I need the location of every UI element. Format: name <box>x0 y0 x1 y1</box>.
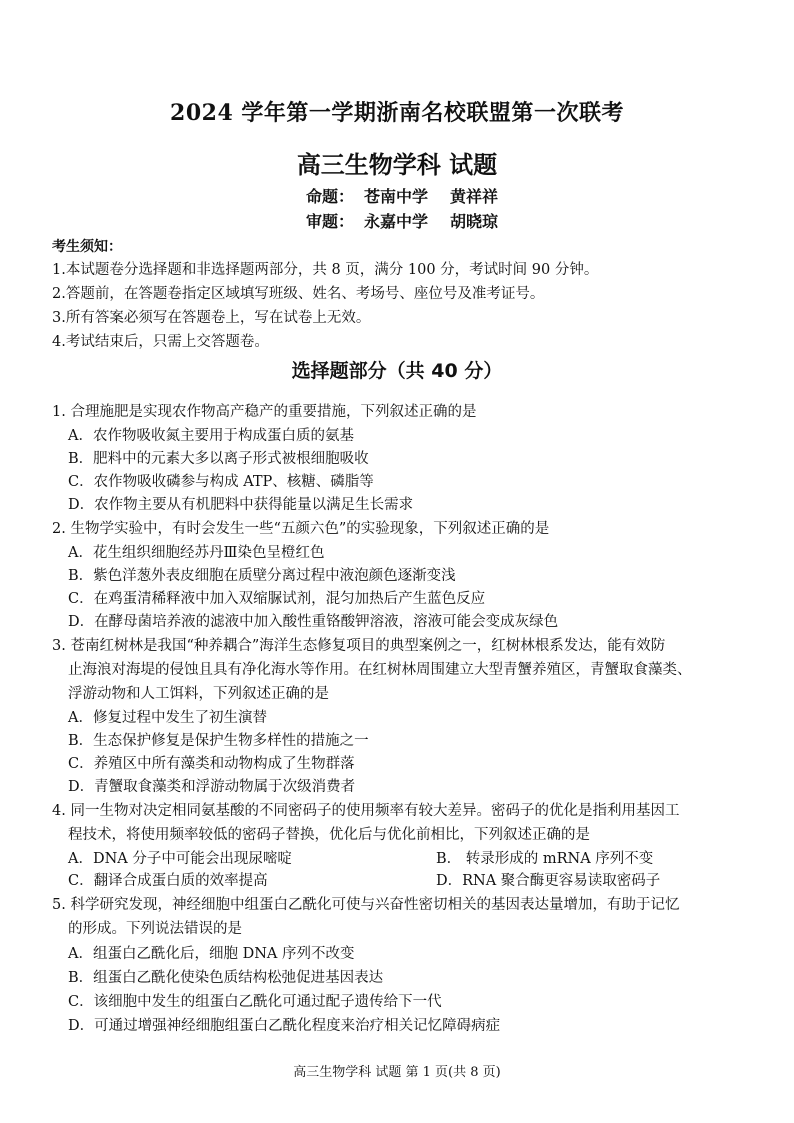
question-3-option-b: B．生态保护修复是保护生物多样性的措施之一 <box>68 733 369 749</box>
question-2-option-b: B．紫色洋葱外表皮细胞在质壁分离过程中液泡颜色逐渐变浅 <box>68 568 456 584</box>
question-4-option-c: C．翻译合成蛋白质的效率提高 <box>68 873 268 889</box>
question-2-option-a: A．花生组织细胞经苏丹Ⅲ染色呈橙红色 <box>68 545 325 561</box>
notice-item: 4.考试结束后，只需上交答题卷。 <box>52 334 269 350</box>
question-5-option-c: C．该细胞中发生的组蛋白乙酰化可通过配子遗传给下一代 <box>68 994 442 1010</box>
section-title: 选择题部分（共 40 分） <box>291 360 503 382</box>
question-1-option-b: B．肥料中的元素大多以离子形式被根细胞吸收 <box>68 451 369 467</box>
question-3-option-d: D．青蟹取食藻类和浮游动物属于次级消费者 <box>68 779 356 795</box>
proposer-label: 命题： <box>306 187 355 206</box>
notice-item: 3.所有答案必须写在答题卷上，写在试卷上无效。 <box>52 310 371 326</box>
question-2-option-d: D．在酵母菌培养液的滤液中加入酸性重铬酸钾溶液，溶液可能会变成灰绿色 <box>68 614 559 630</box>
question-5-option-a: A．组蛋白乙酰化后，细胞 DNA 序列不改变 <box>68 946 355 962</box>
question-5-option-b: B．组蛋白乙酰化使染色质结构松弛促进基因表达 <box>68 970 384 986</box>
proposer-school: 苍南中学 <box>364 187 429 206</box>
question-4-stem: 4. 同一生物对决定相同氨基酸的不同密码子的使用频率有较大差异。密码子的优化是指利用基因工 <box>52 803 680 819</box>
question-3-stem-cont: 止海浪对海堤的侵蚀且具有净化海水等作用。在红树林周围建立大型青蟹养殖区，青蟹取食藻类、 <box>68 662 692 678</box>
notice-heading: 考生须知： <box>52 239 122 255</box>
question-1-option-c: C．农作物吸收磷参与构成 ATP、核糖、磷脂等 <box>68 474 374 490</box>
exam-subtitle: 高三生物学科 试题 <box>296 150 498 179</box>
question-3-option-c: C．养殖区中所有藻类和动物构成了生物群落 <box>68 756 355 772</box>
question-5-stem-cont: 的形成。下列说法错误的是 <box>68 921 242 937</box>
question-1-option-a: A．农作物吸收氮主要用于构成蛋白质的氨基 <box>68 428 354 444</box>
question-5-stem: 5. 科学研究发现，神经细胞中组蛋白乙酰化可使与兴奋性密切相关的基因表达量增加，有助于记忆 <box>52 897 680 913</box>
reviewer-school: 永嘉中学 <box>364 212 429 231</box>
proposer-line <box>306 184 498 207</box>
question-4-option-b: B． 转录形成的 mRNA 序列不变 <box>436 851 654 867</box>
reviewer-label: 审题： <box>306 212 355 231</box>
question-5-option-d: D．可通过增强神经细胞组蛋白乙酰化程度来治疗相关记忆障碍病症 <box>68 1018 501 1034</box>
proposer-name: 黄祥祥 <box>450 187 499 206</box>
question-4-option-d: D．RNA 聚合酶更容易读取密码子 <box>436 873 661 889</box>
notice-item: 2.答题前，在答题卷指定区域填写班级、姓名、考场号、座位号及准考证号。 <box>52 286 545 302</box>
question-4-option-a: A．DNA 分子中可能会出现尿嘧啶 <box>68 851 292 867</box>
exam-title: 2024 学年第一学期浙南名校联盟第一次联考 <box>170 100 624 126</box>
question-2-option-c: C．在鸡蛋清稀释液中加入双缩脲试剂，混匀加热后产生蓝色反应 <box>68 591 486 607</box>
reviewer-line <box>306 209 498 232</box>
question-3-option-a: A．修复过程中发生了初生演替 <box>68 710 267 726</box>
reviewer-name: 胡晓琼 <box>450 212 499 231</box>
question-1-option-d: D．农作物主要从有机肥料中获得能量以满足生长需求 <box>68 497 414 513</box>
page-footer: 高三生物学科 试题 第 1 页(共 8 页) <box>293 1065 501 1080</box>
question-4-stem-cont: 程技术，将使用频率较低的密码子替换，优化后与优化前相比，下列叙述正确的是 <box>68 827 590 843</box>
question-1-stem: 1. 合理施肥是实现农作物高产稳产的重要措施，下列叙述正确的是 <box>52 404 477 420</box>
question-3-stem-cont: 浮游动物和人工饵料，下列叙述正确的是 <box>68 686 329 702</box>
question-2-stem: 2. 生物学实验中，有时会发生一些“五颜六色”的实验现象，下列叙述正确的是 <box>52 521 550 537</box>
question-3-stem: 3. 苍南红树林是我国“种养耦合”海洋生态修复项目的典型案例之一，红树林根系发达，能有效防 <box>52 638 666 654</box>
notice-item: 1.本试题卷分选择题和非选择题两部分，共 8 页，满分 100 分，考试时间 90 分钟。 <box>52 262 599 278</box>
